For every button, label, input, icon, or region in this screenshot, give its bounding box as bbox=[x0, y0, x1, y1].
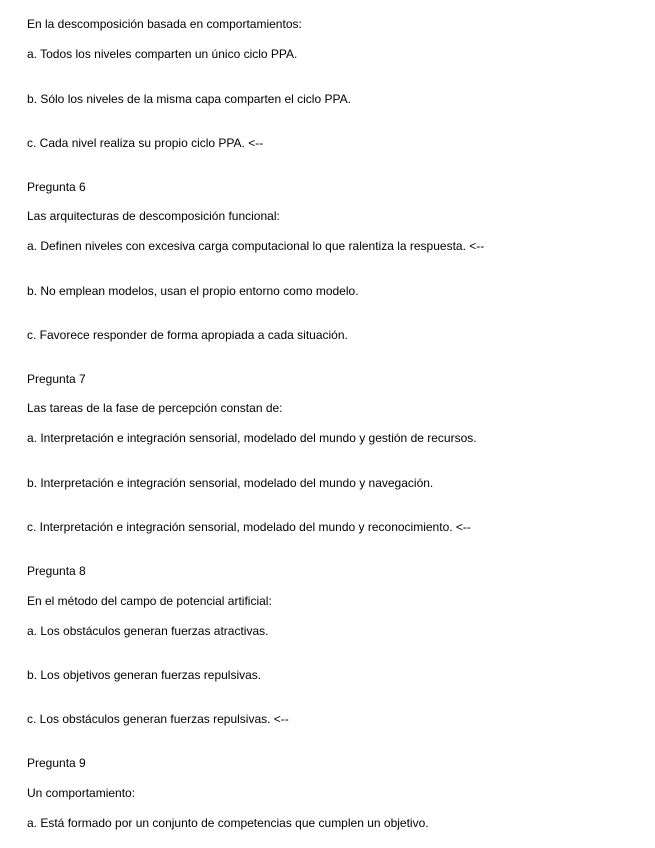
question-8-statement: En el método del campo de potencial artificial: bbox=[27, 594, 272, 608]
question-6-heading: Pregunta 6 bbox=[27, 180, 86, 194]
question-7-heading: Pregunta 7 bbox=[27, 372, 86, 386]
question-5-option-c: c. Cada nivel realiza su propio ciclo PPA. <-- bbox=[27, 136, 264, 150]
question-9-heading: Pregunta 9 bbox=[27, 756, 86, 770]
question-7-option-c: c. Interpretación e integración sensorial, modelado del mundo y reconocimiento. <-- bbox=[27, 520, 471, 534]
question-5-option-a: a. Todos los niveles comparten un único ciclo PPA. bbox=[27, 47, 298, 61]
question-8-heading: Pregunta 8 bbox=[27, 564, 86, 578]
question-7-option-b: b. Interpretación e integración sensorial, modelado del mundo y navegación. bbox=[27, 476, 434, 490]
question-6-statement: Las arquitecturas de descomposición funcional: bbox=[27, 209, 280, 223]
question-9-statement: Un comportamiento: bbox=[27, 786, 136, 800]
question-8-option-b: b. Los objetivos generan fuerzas repulsivas. bbox=[27, 668, 262, 682]
question-6-option-b: b. No emplean modelos, usan el propio entorno como modelo. bbox=[27, 284, 359, 298]
question-6-option-c: c. Favorece responder de forma apropiada a cada situación. bbox=[27, 328, 348, 342]
question-7-statement: Las tareas de la fase de percepción constan de: bbox=[27, 401, 283, 415]
question-6-option-a: a. Definen niveles con excesiva carga computacional lo que ralentiza la respuesta. <-- bbox=[27, 239, 485, 253]
question-8-option-a: a. Los obstáculos generan fuerzas atractivas. bbox=[27, 624, 269, 638]
question-9-option-a: a. Está formado por un conjunto de competencias que cumplen un objetivo. bbox=[27, 816, 429, 830]
question-5-option-b: b. Sólo los niveles de la misma capa comparten el ciclo PPA. bbox=[27, 92, 351, 106]
question-7-option-a: a. Interpretación e integración sensorial, modelado del mundo y gestión de recursos. bbox=[27, 431, 477, 445]
question-5-statement: En la descomposición basada en comportamientos: bbox=[27, 17, 302, 31]
question-8-option-c: c. Los obstáculos generan fuerzas repulsivas. <-- bbox=[27, 712, 289, 726]
